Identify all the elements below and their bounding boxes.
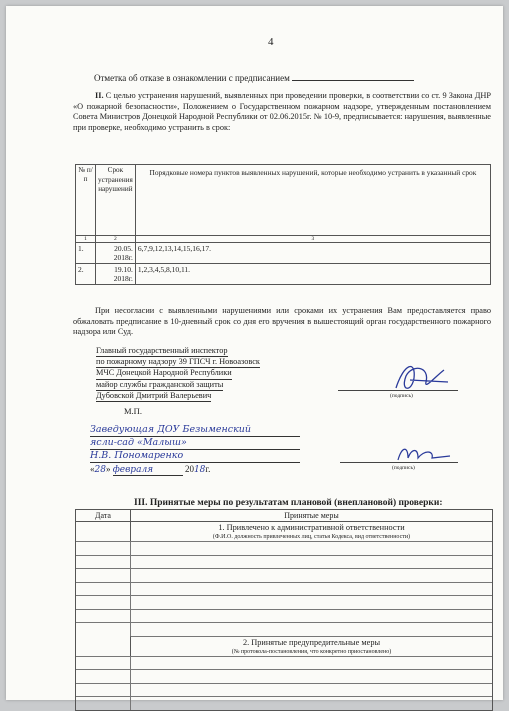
violations-table-index-row — [76, 236, 491, 243]
inspector-line: МЧС Донецкой Народной Республики — [96, 368, 232, 379]
measures-row — [76, 568, 492, 582]
row-num: 1. — [76, 243, 96, 264]
measures-row — [76, 555, 492, 569]
document-page — [6, 6, 503, 700]
receipt-date: «28» февраля 2018г. — [90, 464, 211, 475]
measures-row — [76, 582, 492, 596]
row-items: 6,7,9,12,13,14,15,16,17. — [135, 243, 490, 264]
inspector-line: майор службы гражданской защиты — [96, 380, 223, 391]
inspector-line: по пожарному надзору 39 ГПСЧ г. Новоазовск — [96, 357, 260, 368]
stamp-place: М.П. — [124, 406, 142, 416]
section-2-heading: II. — [95, 91, 104, 100]
measures-row — [76, 656, 492, 670]
page-number: 4 — [268, 36, 274, 48]
date-day: 28 — [94, 465, 106, 475]
recipient-line: Заведующая ДОУ Безыменский — [90, 424, 300, 437]
measures-row — [76, 669, 492, 683]
measures-row — [76, 683, 492, 697]
admin-liability-title: 1. Привлечено к административной ответственности — [218, 523, 405, 532]
recipient-line: Н.В. Пономаренко — [90, 450, 300, 463]
measures-row — [76, 541, 492, 555]
date-year-prefix: 20 — [184, 464, 194, 474]
measures-row — [76, 622, 492, 636]
row-deadline: 19.10. 2018г. — [96, 264, 136, 285]
measures-table-header — [76, 510, 492, 522]
section-2-text: С целью устранения нарушений, выявленных при проведении проверки, в соответствии со ст. 9 Закона ДНР «О пожарной безопасности», Положением о Государственном пожарном надзоре, утвержденным постановлением Совета Министров Донецкой Народной Республики от 02.06.2015г. № 10-9, предписывается: нарушения, выявленные при проверке, необходимо устранить в срок: — [73, 91, 492, 132]
violations-table-header — [76, 165, 491, 236]
header-date: Дата — [76, 510, 131, 521]
acknowledgement-refusal — [94, 72, 414, 83]
measures-row — [76, 696, 492, 710]
measures-row — [76, 595, 492, 609]
measures-table — [75, 509, 493, 711]
appeal-paragraph: При несогласии с выявленными нарушениями или сроками их устранения Вам предоставляется право обжаловать предписание в 10-дневный срок со дня его вручения в вышестоящий орган государственного пожарного надзора или Суд. — [73, 306, 491, 337]
violations-table — [75, 164, 491, 285]
row-num: 2. — [76, 264, 96, 285]
header-items: Порядковые номера пунктов выявленных нарушений, которые необходимо устранить в указанный срок — [135, 165, 490, 236]
recipient-handwritten-block — [90, 424, 300, 463]
inspector-signature-line — [338, 390, 458, 391]
admin-liability-block — [130, 522, 492, 541]
inspector-line: Дубовской Дмитрий Валерьевич — [96, 391, 211, 402]
date-month: февраля — [113, 465, 183, 476]
inspector-signature-caption: (подпись) — [390, 393, 413, 399]
inspector-line: Главный государственный инспектор — [96, 346, 228, 357]
row-deadline: 20.05. 2018г. — [96, 243, 136, 264]
inspector-block — [96, 346, 260, 402]
header-deadline: Срок устранения нарушений — [96, 165, 136, 236]
measures-row — [76, 609, 492, 623]
preventive-measures-title: 2. Принятые предупредительные меры — [242, 637, 381, 647]
preventive-measures-block — [130, 636, 492, 656]
index-cell: 2 — [96, 236, 136, 243]
acknowledgement-blank-line — [292, 72, 414, 81]
index-cell: 1 — [76, 236, 96, 243]
admin-liability-caption: (Ф.И.О. должность привлеченных лиц, статья Кодекса, вид ответственности) — [212, 534, 411, 540]
index-cell: 3 — [135, 236, 490, 243]
header-num: № п/п — [76, 165, 96, 236]
section-3-title: III. Принятые меры по результатам плановой (внеплановой) проверки: — [134, 498, 443, 508]
date-year-end: г. — [205, 464, 211, 474]
row-items: 1,2,3,4,5,8,10,11. — [135, 264, 490, 285]
table-row — [76, 264, 491, 285]
table-row — [76, 243, 491, 264]
date-year-suffix: 18 — [193, 465, 206, 475]
header-measures: Принятые меры — [284, 511, 339, 520]
preventive-measures-caption: (№ протокола-постановления, что конкретно приостановлено) — [231, 648, 392, 655]
section-2-paragraph — [73, 91, 491, 133]
recipient-line: ясли-сад «Малыш» — [90, 437, 300, 450]
recipient-signature-caption: (подпись) — [392, 465, 415, 471]
recipient-signature-line — [340, 462, 458, 463]
acknowledgement-label: Отметка об отказе в ознакомлении с предписанием — [94, 73, 290, 83]
